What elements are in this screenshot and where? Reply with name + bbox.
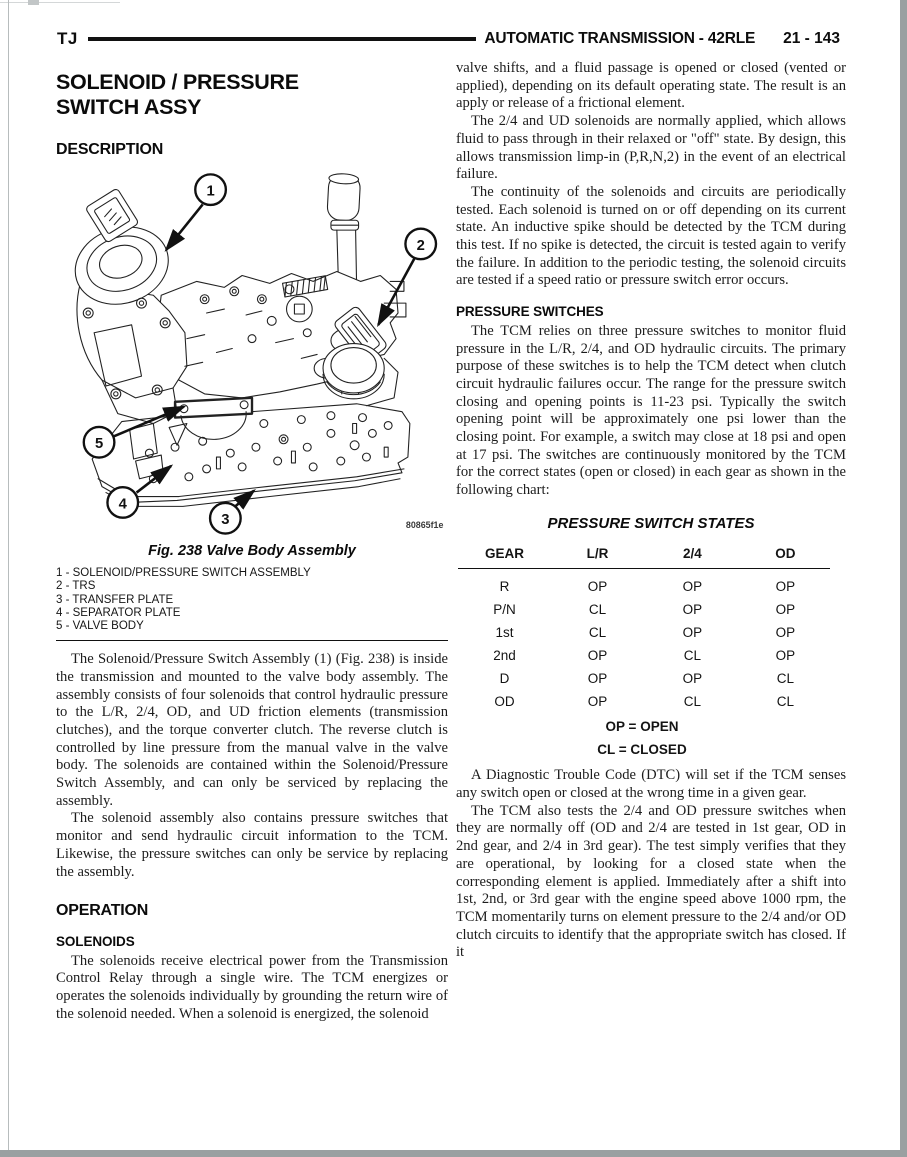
- table-row-2nd: [458, 644, 830, 667]
- legend-item-4: 4 - SEPARATOR PLATE: [56, 606, 181, 619]
- col-header-lr: L/R: [551, 543, 644, 569]
- left-column: [56, 70, 448, 1023]
- cell-lr: OP: [587, 647, 608, 663]
- figure-code: 80865f1e: [405, 519, 444, 530]
- article-title-line2: SWITCH ASSY: [56, 95, 202, 119]
- cell-gear: 1st: [495, 624, 514, 640]
- callout-5-number: 5: [94, 435, 104, 452]
- table-note-open: OP = OPEN: [605, 719, 679, 735]
- cell-gear: 2nd: [493, 647, 516, 663]
- scan-edge-left: [8, 0, 9, 1157]
- table-notes: [456, 715, 846, 761]
- col-header-gear: GEAR: [458, 543, 551, 569]
- cell-24: CL: [683, 693, 701, 709]
- figure-legend: [56, 567, 448, 633]
- cell-24: OP: [682, 601, 703, 617]
- table-row-1st: [458, 621, 830, 644]
- header-title: AUTOMATIC TRANSMISSION - 42RLE: [484, 30, 756, 47]
- cell-lr: CL: [588, 601, 607, 617]
- figure-caption: Fig. 238 Valve Body Assembly: [148, 543, 356, 560]
- table-row-r: [458, 569, 830, 599]
- description-paragraph-1: The Solenoid/Pressure Switch Assembly (1) (Fig. 238) is inside the transmission and mounted to the valve body assembly. The assembly consists of four solenoids that control hydraulic pressure to the L/R, 2/4, OD, and UD friction elements (transmission clutches), and the torque converter clutch. The reverse clutch is controlled by line pressure from the manual valve in the valve body. The solenoids are contained within the Solenoid/Pressure Switch Assembly, and can only be serviced by replacing the assembly.: [56, 651, 448, 809]
- cell-gear: P/N: [493, 601, 516, 617]
- legend-item-2: 2 - TRS: [56, 580, 96, 593]
- pressure-switch-states-table: [458, 543, 830, 714]
- pressure-switches-paragraph: The TCM relies on three pressure switches to monitor fluid pressure in the L/R, 2/4, and OD hydraulic circuits. The primary purpose of these switches is to help the TCM detect when clutch circuit hydraulic failures occur. The range for the pressure switch closing and opening points is 11-23 psi. Typically the switch opening point will be approximately one psi lower than the closing point. For example, a switch may close at 18 psi and open at 17 psi. The switches are continuously monitored by the TCM for the correct states (open or closed) in each gear as shown in the following chart:: [456, 322, 846, 499]
- dtc-paragraph: A Diagnostic Trouble Code (DTC) will set if the TCM senses any switch open or closed at the wrong time in a given gear.: [456, 767, 846, 801]
- callout-3-number: 3: [221, 511, 230, 528]
- cell-od: CL: [776, 670, 794, 686]
- cell-od: OP: [775, 624, 796, 640]
- cell-lr: CL: [588, 624, 607, 640]
- cell-24: OP: [682, 624, 703, 640]
- page-header: [57, 29, 840, 49]
- operation-heading: OPERATION: [56, 902, 149, 920]
- callout-1-number: 1: [206, 183, 215, 200]
- solenoids-heading: SOLENOIDS: [56, 933, 135, 949]
- table-note-closed: CL = CLOSED: [597, 742, 687, 758]
- table-row-od: [458, 690, 830, 713]
- table-header-row: [458, 543, 830, 569]
- table-row-pn: [458, 598, 830, 621]
- cell-od: OP: [775, 647, 796, 663]
- continued-paragraph: valve shifts, and a fluid passage is opened or closed (vented or applied), depending on its default operating state. The result is an apply or release of a frictional element.: [456, 60, 846, 112]
- right-column: [456, 60, 846, 962]
- callout-4-number: 4: [118, 496, 127, 513]
- legend-item-3: 3 - TRANSFER PLATE: [56, 593, 174, 606]
- cell-gear: OD: [494, 693, 515, 709]
- cell-24: CL: [683, 647, 701, 663]
- tcm-test-paragraph: The TCM also tests the 2/4 and OD pressure switches when they are normally off (OD and 2/4 are tested in 1st gear, OD in 2nd gear, and 2/4 in 3rd gear). The test simply verifies that they are operational, by looking for a closed state when the corresponding element is applied. Immediately after a shift into 1st, 2nd, or 3rd gear with the engine speed above 1000 rpm, the TCM momentarily turns on element pressure to the 2/4 and/or OD clutch circuits to identify that the appropriate switch has closed. If it: [456, 802, 846, 961]
- cell-lr: OP: [587, 693, 608, 709]
- cell-od: CL: [776, 693, 794, 709]
- vehicle-model: TJ: [57, 29, 78, 48]
- scan-edge-bottom: [0, 1150, 907, 1157]
- col-header-od: OD: [741, 543, 830, 569]
- legend-item-5: 5 - VALVE BODY: [56, 619, 144, 632]
- table-row-d: [458, 667, 830, 690]
- solenoid-applied-paragraph: The 2/4 and UD solenoids are normally applied, which allows fluid to pass through in their relaxed or "off" state. By design, this allows transmission limp-in (P,R,N,2) in the event of an electrical failure.: [456, 113, 846, 183]
- scan-edge-notch: [28, 0, 39, 5]
- solenoids-paragraph: The solenoids receive electrical power from the Transmission Control Relay through a single wire. The TCM energizes or operates the solenoids individually by grounding the return wire of the solenoid needed. When a solenoid is energized, the solenoid: [56, 952, 448, 1022]
- scan-edge-right: [900, 0, 907, 1157]
- cell-lr: OP: [587, 578, 608, 594]
- article-title: [56, 70, 448, 120]
- legend-divider: [56, 640, 448, 641]
- cell-od: OP: [775, 601, 796, 617]
- cell-od: OP: [775, 578, 796, 594]
- description-paragraph-2: The solenoid assembly also contains pressure switches that monitor and send hydraulic circuit information to the TCM. Likewise, the pressure switches can only be service by replacing the assembly.: [56, 810, 448, 880]
- pressure-switches-heading: PRESSURE SWITCHES: [456, 304, 604, 320]
- description-heading: DESCRIPTION: [56, 141, 164, 158]
- scan-edge-top: [0, 2, 120, 3]
- article-title-line1: SOLENOID / PRESSURE: [56, 70, 299, 94]
- callout-2-number: 2: [416, 237, 425, 254]
- cell-24: OP: [682, 670, 703, 686]
- header-rule: [88, 37, 477, 41]
- cell-lr: OP: [587, 670, 608, 686]
- page-number: 21 - 143: [783, 30, 840, 47]
- cell-gear: D: [499, 670, 510, 686]
- cell-gear: R: [499, 578, 510, 594]
- col-header-24: 2/4: [644, 543, 741, 569]
- valve-body-diagram: [56, 165, 448, 535]
- valve-body-figure: [56, 165, 448, 641]
- table-title: PRESSURE SWITCH STATES: [547, 514, 755, 532]
- continuity-paragraph: The continuity of the solenoids and circuits are periodically tested. Each solenoid is turned on or off depending on its current state. An inductive spike should be detected by the TCM during this test. If no spike is detected, the circuit is tested again to verify the failure. In addition to the periodic testing, the solenoid circuits are tested if a speed ratio or pressure switch error occurs.: [456, 183, 846, 289]
- cell-24: OP: [682, 578, 703, 594]
- legend-item-1: 1 - SOLENOID/PRESSURE SWITCH ASSEMBLY: [56, 567, 311, 580]
